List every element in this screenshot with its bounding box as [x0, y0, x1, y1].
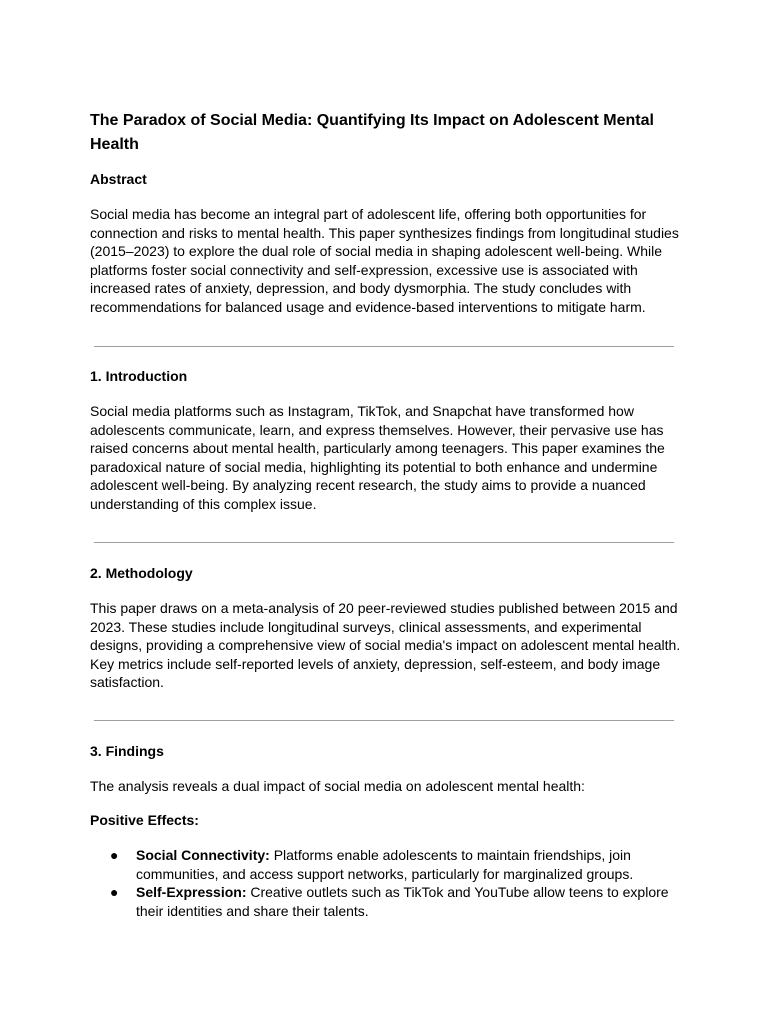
paper-title: The Paradox of Social Media: Quantifying Its Impact on Adolescent Mental Health	[90, 112, 654, 153]
introduction-heading: 1. Introduction	[90, 368, 188, 384]
abstract-text: Social media has become an integral part of adolescent life, offering both opportunities for connection and risks to mental health. This paper synthesizes findings from longitudinal studies (2015–2023) to explore the dual role of social media in shaping adolescent well-being. While platforms foster social connectivity and self-expression, excessive use is associated with increased rates of anxiety, depression, and body dysmorphia. The study concludes with recommendations for balanced usage and evidence-based interventions to mitigate harm.	[90, 206, 679, 315]
positive-effects-list	[110, 846, 690, 920]
item-label: Social Connectivity:	[136, 847, 270, 863]
positive-effects-heading: Positive Effects:	[90, 812, 199, 828]
item-text: Platforms enable adolescents to maintain friendships, join communities, and access support networks, particularly for marginalized groups.	[136, 847, 634, 882]
list-item	[110, 846, 690, 883]
item-label: Self-Expression:	[136, 884, 247, 901]
introduction-text: Social media platforms such as Instagram, TikTok, and Snapchat have transformed how adolescents communicate, learn, and express themselves. However, their pervasive use has raised concerns about mental health, particularly among teenagers. This paper examines the paradoxical nature of social media, highlighting its potential to both enhance and undermine adolescent well-being. By analyzing recent research, the study aims to provide a nuanced understanding of this complex issue.	[90, 403, 665, 512]
section-divider	[94, 720, 674, 721]
bullet-icon: ●	[110, 884, 119, 901]
findings-heading: 3. Findings	[90, 743, 164, 759]
abstract-heading: Abstract	[90, 171, 147, 187]
list-item	[110, 883, 690, 920]
bullet-icon: ●	[110, 847, 119, 863]
methodology-text: This paper draws on a meta-analysis of 20 peer-reviewed studies published between 2015 and 2023. These studies include longitudinal surveys, clinical assessments, and experimental designs, providing a comprehensive view of social media's impact on adolescent mental health. Key metrics include self-reported levels of anxiety, depression, self-esteem, and body image satisfaction.	[90, 600, 681, 691]
section-divider	[94, 346, 674, 347]
findings-intro: The analysis reveals a dual impact of social media on adolescent mental health:	[90, 778, 585, 794]
section-divider	[94, 542, 674, 543]
methodology-heading: 2. Methodology	[90, 565, 193, 581]
item-text: Creative outlets such as TikTok and YouTube allow teens to explore their identities and share their talents.	[136, 884, 669, 919]
